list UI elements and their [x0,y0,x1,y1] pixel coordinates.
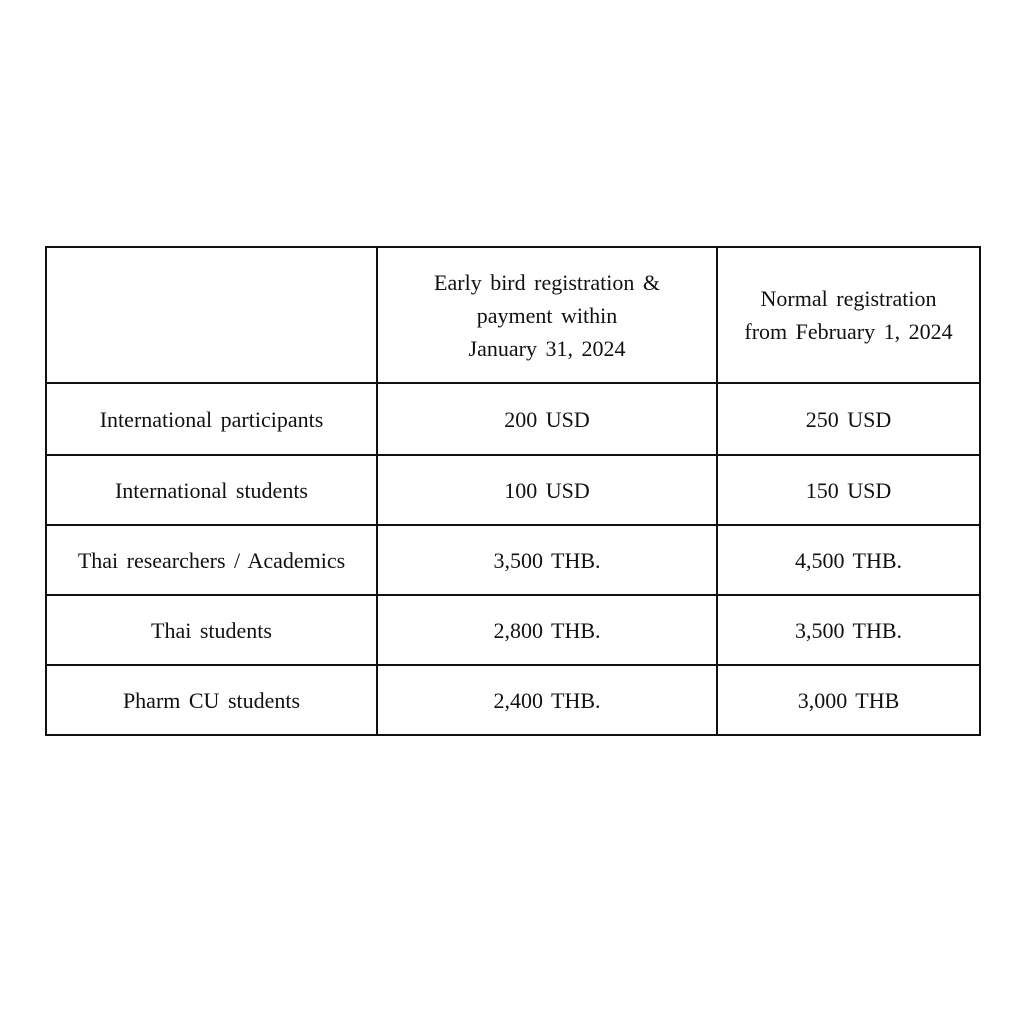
normal-fee-cell: 150 USD [717,455,980,525]
category-cell: International participants [46,383,377,455]
table-row [46,383,980,455]
category-cell: Thai researchers / Academics [46,525,377,595]
table-row [46,525,980,595]
header-early-bird-line-1: Early bird registration & [434,269,660,295]
early-fee-cell: 2,400 THB. [377,665,717,735]
header-normal-line-1: Normal registration [760,286,937,311]
table-row [46,665,980,735]
table-row [46,455,980,525]
early-fee-cell: 200 USD [377,383,717,455]
header-empty-cell [46,247,377,383]
table-header-row [46,247,980,383]
registration-fee-table [45,246,981,736]
header-early-bird-line-3: January 31, 2024 [468,335,626,361]
normal-fee-cell: 4,500 THB. [717,525,980,595]
normal-fee-cell: 3,000 THB [717,665,980,735]
category-cell: Thai students [46,595,377,665]
table-row [46,595,980,665]
early-fee-cell: 100 USD [377,455,717,525]
early-fee-cell: 2,800 THB. [377,595,717,665]
header-early-bird [377,247,717,383]
header-early-bird-line-2: payment within [476,302,618,328]
category-cell: Pharm CU students [46,665,377,735]
header-normal-line-2: from February 1, 2024 [744,319,953,344]
category-cell: International students [46,455,377,525]
header-normal [717,247,980,383]
normal-fee-cell: 3,500 THB. [717,595,980,665]
early-fee-cell: 3,500 THB. [377,525,717,595]
normal-fee-cell: 250 USD [717,383,980,455]
